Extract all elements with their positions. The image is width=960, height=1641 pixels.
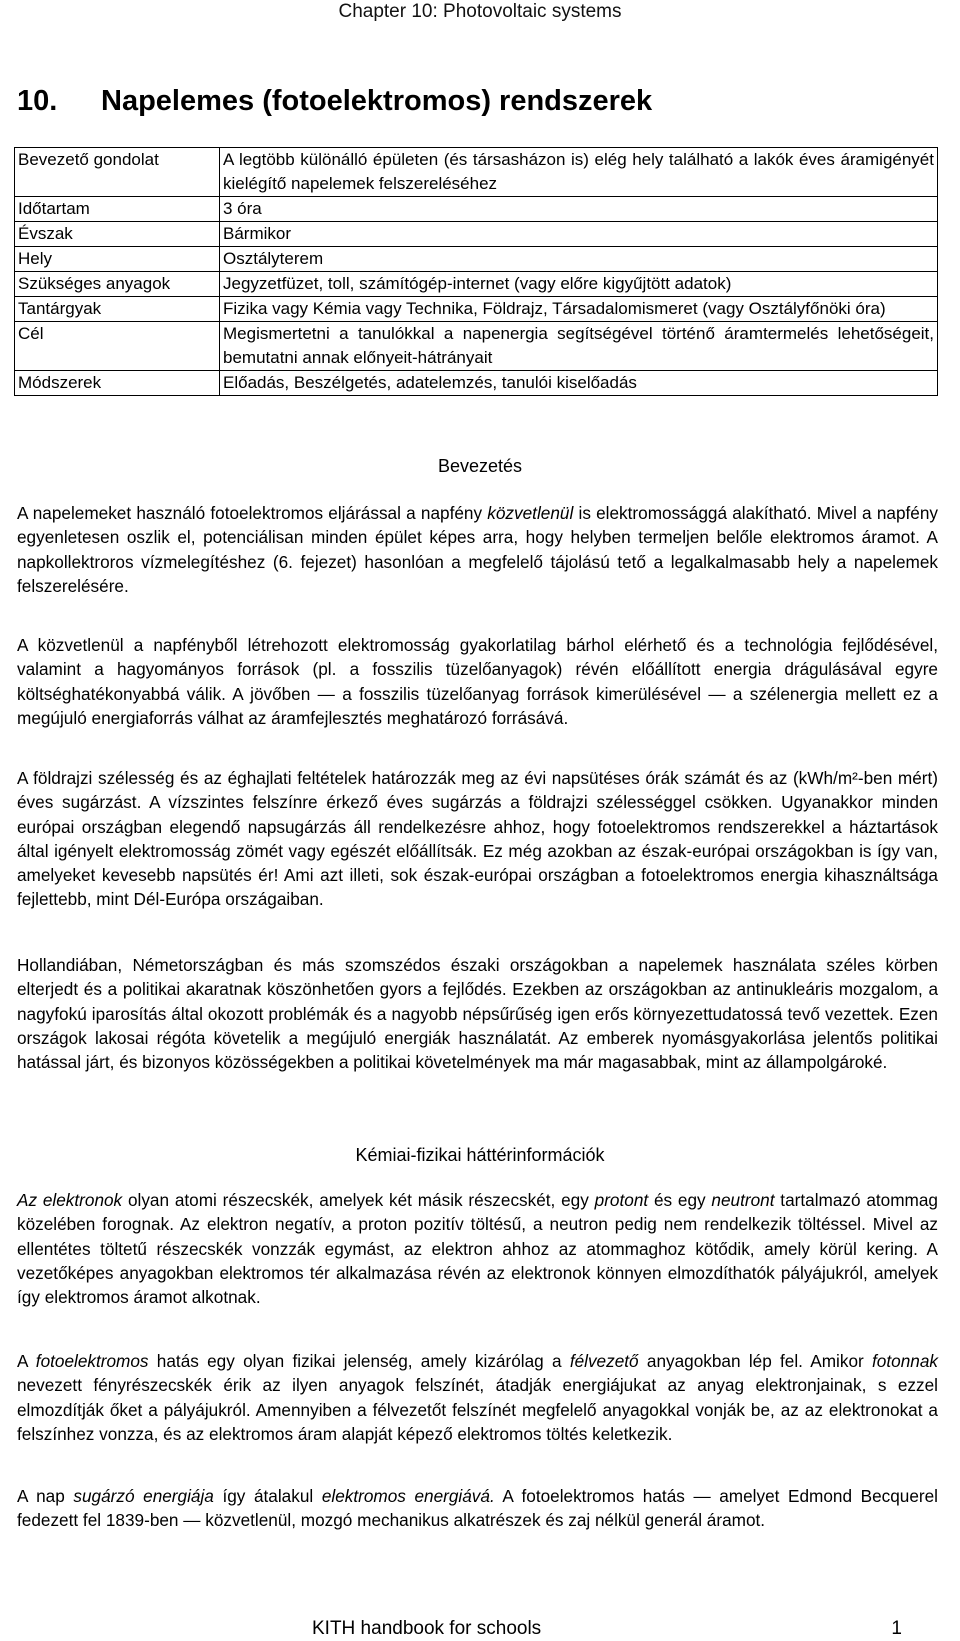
row-label: Cél bbox=[15, 322, 220, 371]
text-run: A bbox=[17, 1351, 36, 1371]
table-row bbox=[15, 148, 938, 197]
chapter-title-text: Napelemes (fotoelektromos) rendszerek bbox=[101, 85, 653, 117]
emphasis: fotonnak bbox=[872, 1351, 938, 1371]
emphasis: fotoelektromos bbox=[35, 1351, 149, 1371]
intro-paragraph-1 bbox=[17, 501, 938, 598]
section-heading-background: Kémiai-fizikai háttérinformációk bbox=[355, 1145, 605, 1165]
chapter-title bbox=[17, 84, 652, 118]
text-run: hatás egy olyan fizikai jelenség, amely kizárólag a bbox=[148, 1351, 570, 1371]
emphasis: Az elektronok bbox=[17, 1190, 123, 1210]
table-row bbox=[15, 297, 938, 322]
intro-paragraph-4: Hollandiában, Németországban és más szomszédos északi országokban a napelemek használata széles körben elterjedt és a politikai akaratnak köszönhetően gyors a fejlődés. Ezekben az országokban az antinukleáris mozgalom, a nagyfokú iparosítás által okozott problémák és a nagyobb népsűrűség igen erős környezettudatossá tevő vezettek. Ezen országok lakosai régóta követelik a megújuló energiák használatát. Az emberek nyomásgyakorlása jelentős politikai hatással járt, és bizonyos közösségekben a politikai követelmények ma már magasabbak, mint az állampolgároké. bbox=[17, 955, 938, 1073]
text-run: így átalakul bbox=[213, 1486, 322, 1506]
emphasis: sugárzó energiája bbox=[73, 1486, 214, 1506]
text-run: A fotoelektromos hatás — amelyet Edmond Becquerel fedezett fel 1839-ben — közvetlenül, mozgó mechanikus alkatrészek és zaj nélkül generál áramot. bbox=[17, 1486, 939, 1531]
table-row bbox=[15, 247, 938, 272]
background-paragraph-2 bbox=[17, 1349, 938, 1446]
table-row bbox=[15, 222, 938, 247]
text-run: anyagokban lép fel. Amikor bbox=[638, 1351, 873, 1371]
intro-paragraph-2: A közvetlenül a napfényből létrehozott elektromosság gyakorlatilag bárhol elérhető és a technológia fejlődésével, valamint a hagyományos források (pl. a fosszilis tüzelőanyagok) révén előállított energia drágulásával egyre költséghatékonyabbá válik. A jövőben — a fosszilis tüzelőanyag források kimerülésével — a szélenergia mellett ez a megújuló energiaforrás válhat az áramfejlesztés meghatározó forrásává. bbox=[17, 635, 938, 728]
row-value: A legtöbb különálló épületen (és társasházon is) elég hely található a lakók éves áramigényét kielégítő napelemek felszereléséhez bbox=[220, 148, 938, 197]
row-label: Tantárgyak bbox=[15, 297, 220, 322]
row-label: Időtartam bbox=[15, 197, 220, 222]
row-value: Osztályterem bbox=[220, 247, 938, 272]
background-paragraph-1 bbox=[17, 1188, 938, 1309]
table-row bbox=[15, 272, 938, 297]
emphasis: közvetlenül bbox=[487, 503, 574, 523]
lesson-info-table bbox=[14, 147, 938, 396]
row-label: Hely bbox=[15, 247, 220, 272]
footer-text: KITH handbook for schools bbox=[312, 1618, 542, 1639]
row-value: Jegyzetfüzet, toll, számítógép-internet (vagy előre kigyűjtött adatok) bbox=[220, 272, 938, 297]
page-number: 1 bbox=[891, 1618, 902, 1639]
row-label: Évszak bbox=[15, 222, 220, 247]
intro-paragraph-3: A földrajzi szélesség és az éghajlati feltételek határozzák meg az évi napsütéses órák számát és az (kWh/m²-ben mért) éves sugárzást. A vízszintes felszínre érkező éves sugárzás a földrajzi szélességgel csökken. Ugyanakkor minden európai országban elegendő napsugárzás áll rendelkezésre ahhoz, hogy fotoelektromos rendszerekkel a háztartások által igényelt elektromosság zömét vagy egészét előállítsák. Ez még azokban az észak-európai országokban is így van, amelyeket kevesebb napsütés ér! Ami azt illeti, sok észak-európai országban a fotoelektromos energia kihasználtsága fejlettebb, mint Dél-Európa országaiban. bbox=[17, 768, 938, 910]
row-value: Bármikor bbox=[220, 222, 938, 247]
text-run: olyan atomi részecskék, amelyek két másik részecskét, egy bbox=[122, 1190, 595, 1210]
text-run: A nap bbox=[17, 1486, 74, 1506]
emphasis: protont bbox=[594, 1190, 649, 1210]
table-row bbox=[15, 322, 938, 371]
row-label: Szükséges anyagok bbox=[15, 272, 220, 297]
text-run: nevezett fényrészecskék érik az ilyen anyagok felszínét, átadják energiájukat az anyag elektronjainak, s ezzel elmozdítják őket a pályájukról. Amennyiben a félvezetőt felszínét megfelelő anyagokkal vonják be, az az elektronokat a felszínhez vonzza, és az elektromos áram alapját képező elektromos töltés keletkezik. bbox=[17, 1375, 938, 1444]
text-run: A napelemeket használó fotoelektromos eljárással a napfény bbox=[17, 503, 488, 523]
emphasis: neutront bbox=[711, 1190, 775, 1210]
running-head: Chapter 10: Photovoltaic systems bbox=[338, 1, 622, 22]
emphasis: elektromos energiává. bbox=[321, 1486, 495, 1506]
page-footer bbox=[0, 1616, 960, 1641]
text-run: és egy bbox=[648, 1190, 712, 1210]
table-row bbox=[15, 371, 938, 396]
chapter-number: 10. bbox=[17, 85, 58, 117]
section-heading-intro: Bevezetés bbox=[437, 456, 523, 476]
text-run: is elektromossággá alakítható. Mivel a napfény egyenletesen oszlik el, potenciálisan minden épület képes arra, hogy helyben termeljen belőle elektromos áramot. A napkollektroros vízmelegítéshez (6. fejezet) hasonlóan a megfelelő tájolású tető a legalkalmasabb hely a napelemek felszerelésére. bbox=[17, 503, 938, 596]
table-row bbox=[15, 197, 938, 222]
row-value: Fizika vagy Kémia vagy Technika, Földrajz, Társadalomismeret (vagy Osztályfőnöki óra) bbox=[220, 297, 938, 322]
row-label: Bevezető gondolat bbox=[15, 148, 220, 197]
background-paragraph-3 bbox=[17, 1484, 938, 1533]
row-label: Módszerek bbox=[15, 371, 220, 396]
text-run: tartalmazó atommag közelében forognak. Az elektron negatív, a proton pozitív töltésű, a neutron pedig nem rendelkezik töltéssel. Mivel az ellentétes töltetű részecskék vonzzák egymást, az elektron ahhoz az atommaghoz kötődik, amely körül kering. A vezetőképes anyagokban elektromos tér alkalmazása révén az elektronok könnyen elmozdíthatók pályájukról, amelyek így elektromos áramot alkotnak. bbox=[17, 1190, 938, 1308]
emphasis: félvezető bbox=[569, 1351, 639, 1371]
row-value: 3 óra bbox=[220, 197, 938, 222]
row-value: Előadás, Beszélgetés, adatelemzés, tanulói kiselőadás bbox=[220, 371, 938, 396]
row-value: Megismertetni a tanulókkal a napenergia segítségével történő áramtermelés lehetőségeit, bemutatni annak előnyeit-hátrányait bbox=[220, 322, 938, 371]
